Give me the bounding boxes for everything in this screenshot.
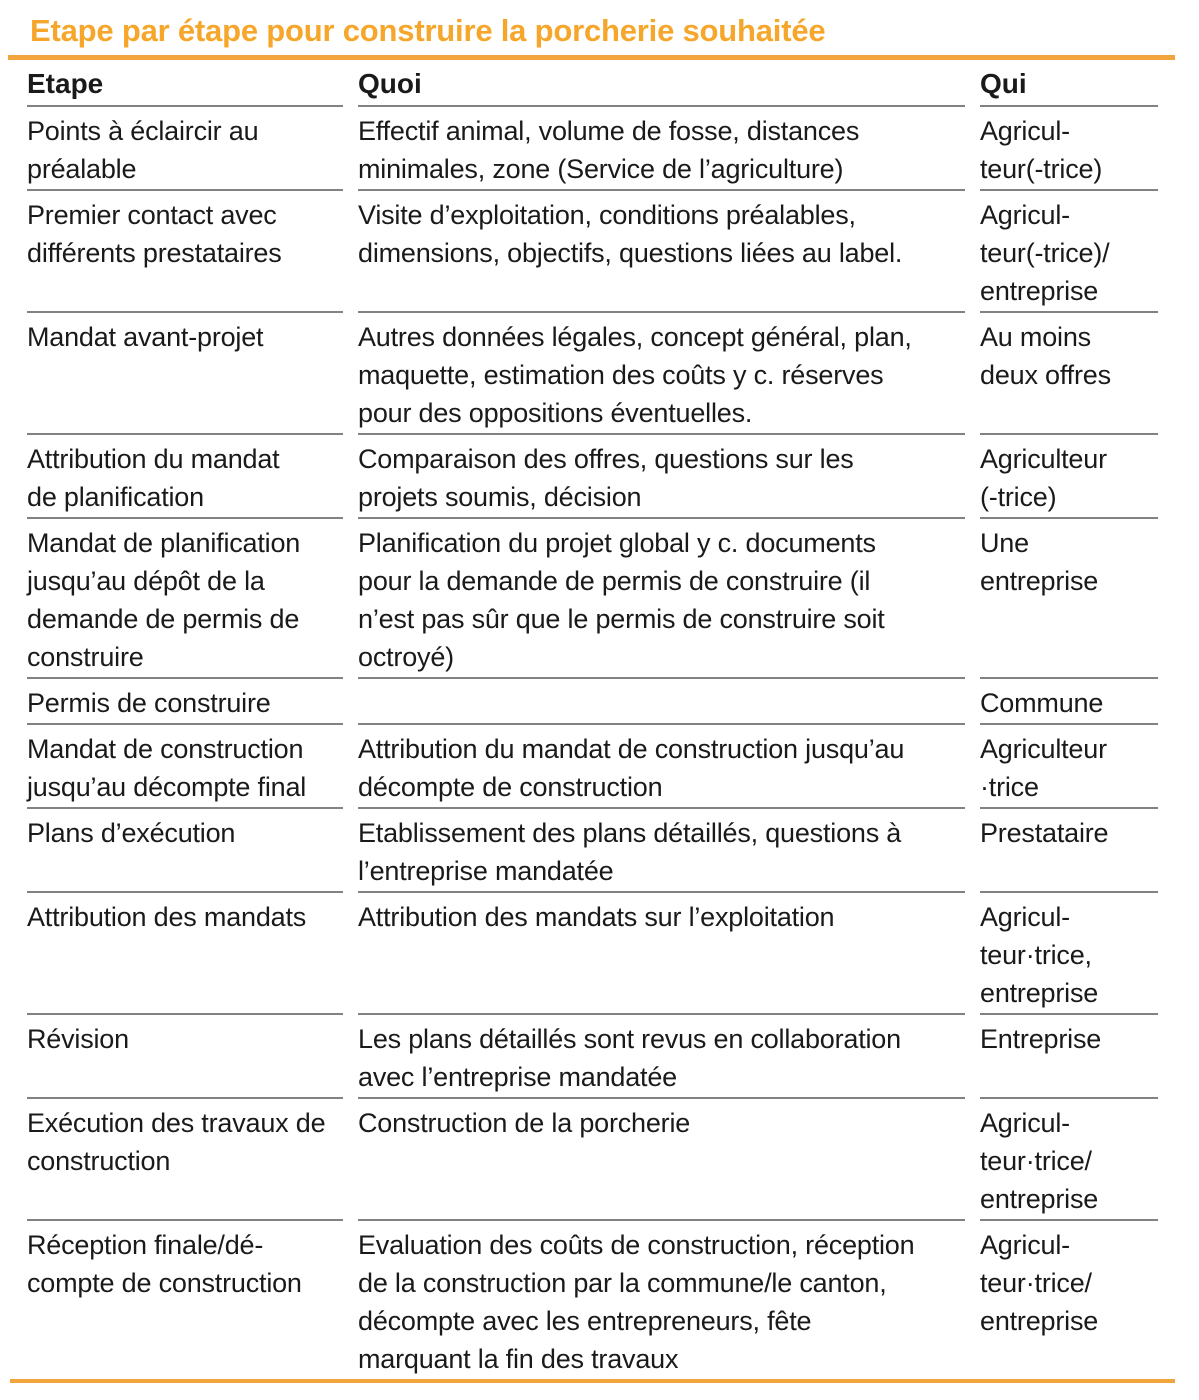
cell-quoi: Comparaison des offres, questions sur les projets soumis, décision <box>358 435 965 519</box>
cell-qui: Agriculteur ·trice <box>980 725 1158 809</box>
column-header-etape: Etape <box>27 60 343 107</box>
cell-etape: Plans d’exécution <box>27 809 343 893</box>
cell-qui: Agricul- teur(-trice)/ entreprise <box>980 191 1158 313</box>
cell-quoi: Evaluation des coûts de construction, réception de la construction par la commune/le canton, décompte avec les entrepreneurs, fête marquant la fin des travaux <box>358 1230 915 1374</box>
cell-qui: Agricul- teur·trice/ entreprise <box>980 1230 1099 1336</box>
bottom-rule <box>10 1379 1175 1383</box>
cell-quoi <box>358 679 965 725</box>
cell-qui: Agricul- teur·trice, entreprise <box>980 893 1158 1015</box>
column-header-quoi: Quoi <box>358 60 965 107</box>
cell-etape: Permis de construire <box>27 679 343 725</box>
cell-quoi: Autres données légales, concept général, plan, maquette, estimation des coûts y c. réserves pour des oppositions éventuelles. <box>358 313 965 435</box>
cell-quoi: Effectif animal, volume de fosse, distances minimales, zone (Service de l’agriculture) <box>358 107 965 191</box>
page-title: Etape par étape pour construire la porcherie souhaitée <box>30 13 826 48</box>
cell-etape: Points à éclaircir au préalable <box>27 107 343 191</box>
cell-quoi: Les plans détaillés sont revus en collaboration avec l’entreprise mandatée <box>358 1015 965 1099</box>
cell-etape: Exécution des travaux de construction <box>27 1099 343 1221</box>
cell-etape: Attribution des mandats <box>27 893 343 1015</box>
cell-qui: Agricul- teur(-trice) <box>980 107 1158 191</box>
cell-etape: Mandat de construction jusqu’au décompte final <box>27 725 343 809</box>
cell-etape: Révision <box>27 1015 343 1099</box>
cell-etape: Premier contact avec différents prestataires <box>27 191 343 313</box>
steps-table <box>27 60 1158 1379</box>
cell-etape: Attribution du mandat de planification <box>27 435 343 519</box>
cell-etape: Mandat de planification jusqu’au dépôt de la demande de permis de construire <box>27 519 343 679</box>
cell-etape: Mandat avant-projet <box>27 313 343 435</box>
cell-qui: Commune <box>980 679 1158 725</box>
cell-quoi: Attribution du mandat de construction jusqu’au décompte de construction <box>358 725 965 809</box>
cell-etape: Réception finale/dé- compte de construction <box>27 1230 302 1298</box>
cell-quoi: Etablissement des plans détaillés, questions à l’entreprise mandatée <box>358 809 965 893</box>
cell-qui: Agriculteur (-trice) <box>980 435 1158 519</box>
cell-quoi: Attribution des mandats sur l’exploitation <box>358 893 965 1015</box>
cell-qui: Au moins deux offres <box>980 313 1158 435</box>
cell-quoi: Construction de la porcherie <box>358 1099 965 1221</box>
cell-qui: Prestataire <box>980 809 1158 893</box>
cell-qui: Agricul- teur·trice/ entreprise <box>980 1099 1158 1221</box>
column-header-qui: Qui <box>980 60 1158 107</box>
cell-quoi: Planification du projet global y c. documents pour la demande de permis de construire (il n’est pas sûr que le permis de construire soit octroyé) <box>358 519 965 679</box>
cell-quoi: Visite d’exploitation, conditions préalables, dimensions, objectifs, questions liées au label. <box>358 191 965 313</box>
cell-qui: Entreprise <box>980 1015 1158 1099</box>
cell-qui: Une entreprise <box>980 519 1158 679</box>
